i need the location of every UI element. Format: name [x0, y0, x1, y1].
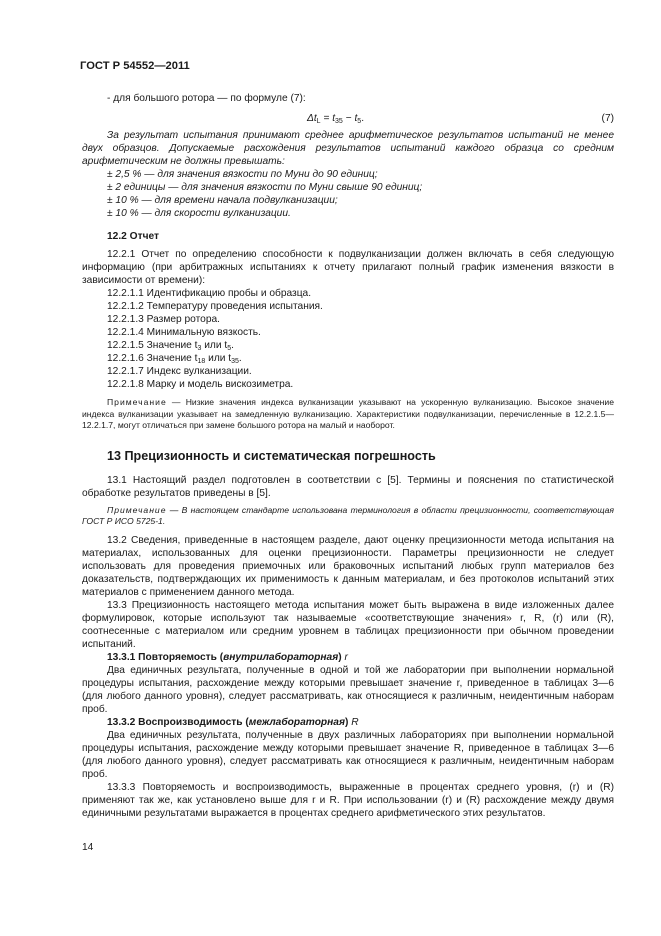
report-heading: 12.2 Отчет — [107, 231, 160, 242]
tolerance-item: ± 10 % — для времени начала подвулканизации; — [107, 195, 338, 206]
heading-13-3-2: 13.3.2 Воспроизводимость (межлабораторная) R — [107, 716, 359, 728]
report-item: 12.2.1.3 Размер ротора. — [107, 314, 220, 325]
formula-expression: $\Delta t_L = t_{35} - t_5$. — [307, 113, 365, 125]
tolerance-item: ± 2,5 % — для значения вязкости по Муни до 90 единиц; — [107, 169, 378, 180]
report-items — [82, 287, 614, 391]
report-item: 12.2.1.8 Марку и модель вискозиметра. — [107, 379, 294, 390]
tolerance-item: ± 2 единицы — для значения вязкости по Муни свыше 90 единиц; — [107, 182, 423, 193]
paragraph-13-1: 13.1 Настоящий раздел подготовлен в соответствии с [5]. Термины и пояснения по статистической обработке результатов приведены в [5]. — [82, 474, 614, 499]
report-item: 12.2.1.1 Идентификацию пробы и образца. — [107, 288, 312, 299]
report-item: 12.2.1.5 Значение $t_3$ или $t_5$. — [107, 340, 234, 352]
report-item: 12.2.1.7 Индекс вулканизации. — [107, 366, 252, 377]
report-intro: 12.2.1 Отчет по определению способности к подвулканизации должен включать в себя следующую информацию (при арбитражных испытаниях к отчету прилагают полный график изменения вязкости в зависимости от времени): — [82, 249, 614, 286]
report-item: 12.2.1.4 Минимальную вязкость. — [107, 327, 261, 338]
page-number: 14 — [82, 842, 94, 853]
paragraph-13-3-3: 13.3.3 Повторяемость и воспроизводимость, выраженные в процентах среднего уровня, (r) и (R) применяют так же, как установлено выше для r и R. При использовании (r) и (R) расхождение между двумя единичными результатами выражается в процентах среднего арифметического этих результатов. — [82, 781, 614, 819]
page-body — [82, 92, 614, 820]
paragraph-13-3-1: Два единичных результата, полученные в одной и той же лаборатории при выполнении нормальной процедуры испытания, расхождение между которыми превышает значение r, приведенное в таблицах 3—6 (для любого данного уровня), следует рассматривать, как относящиеся к различным, неидентичным наборам проб. — [82, 664, 614, 715]
section-13-title: 13 Прецизионность и систематическая погрешность — [107, 448, 436, 463]
large-rotor-line: - для большого ротора — по формуле (7): — [107, 93, 306, 104]
heading-13-3-1: 13.3.1 Повторяемость (внутрилабораторная) r — [107, 651, 348, 663]
report-note: Примечание — Низкие значения индекса вулканизации указывают на ускоренную вулканизацию. Высокое значение индекса вулканизации указывает на замедленную вулканизацию. Характеристики подвулканизации, перечисленные в 12.2.1.5—12.2.1.7, могут отличаться при замене большого ротора на малый и наоборот. — [82, 397, 614, 430]
section-13-note: Примечание — В настоящем стандарте использована терминология в области прецизионности, соответствующая ГОСТ Р ИСО 5725-1. — [82, 504, 614, 526]
tolerance-list — [82, 168, 614, 220]
tolerance-item: ± 10 % — для скорости вулканизации. — [107, 208, 291, 219]
paragraph-13-3: 13.3 Прецизионность настоящего метода испытания может быть выражена в виде изложенных далее формулировок, которые используют так называемые «соответствующие значения» r, R, (r) или (R), соотнесенные с материалом или средним уровнем в таблицах прецизионности при обычном проведении испытаний. — [82, 599, 614, 650]
report-item: 12.2.1.6 Значение $t_{18}$ или $t_{35}$. — [107, 353, 242, 365]
formula-7 — [82, 110, 614, 129]
paragraph-13-3-2: Два единичных результата, полученные в двух различных лабораториях при выполнении нормальной процедуры испытания, расхождение между которыми превышает значение R, приведенное в таблицах 3—6 (для любого данного уровня), следует рассматривать как относящиеся к различным, неидентичным наборам проб. — [82, 729, 614, 780]
equation-number: (7) — [601, 113, 614, 124]
report-item: 12.2.1.2 Температуру проведения испытания. — [107, 301, 323, 312]
document-header: ГОСТ Р 54552—2011 — [80, 60, 190, 72]
result-paragraph: За результат испытания принимают среднее арифметическое результатов испытаний не менее двух образцов. Допускаемые расхождения результатов испытаний каждого образца со средним арифметическим не должны превышать: — [82, 130, 614, 167]
paragraph-13-2: 13.2 Сведения, приведенные в настоящем разделе, дают оценку прецизионности метода испытания на материалах, использованных для оценки прецизионности. Параметры прецизионности не следует использовать для проведения приемочных или браковочных испытаний любых групп материалов без доказательств, подтверждающих их применимость к данным материалам, и без протоколов испытаний этих материалов с применением данного метода. — [82, 534, 614, 598]
